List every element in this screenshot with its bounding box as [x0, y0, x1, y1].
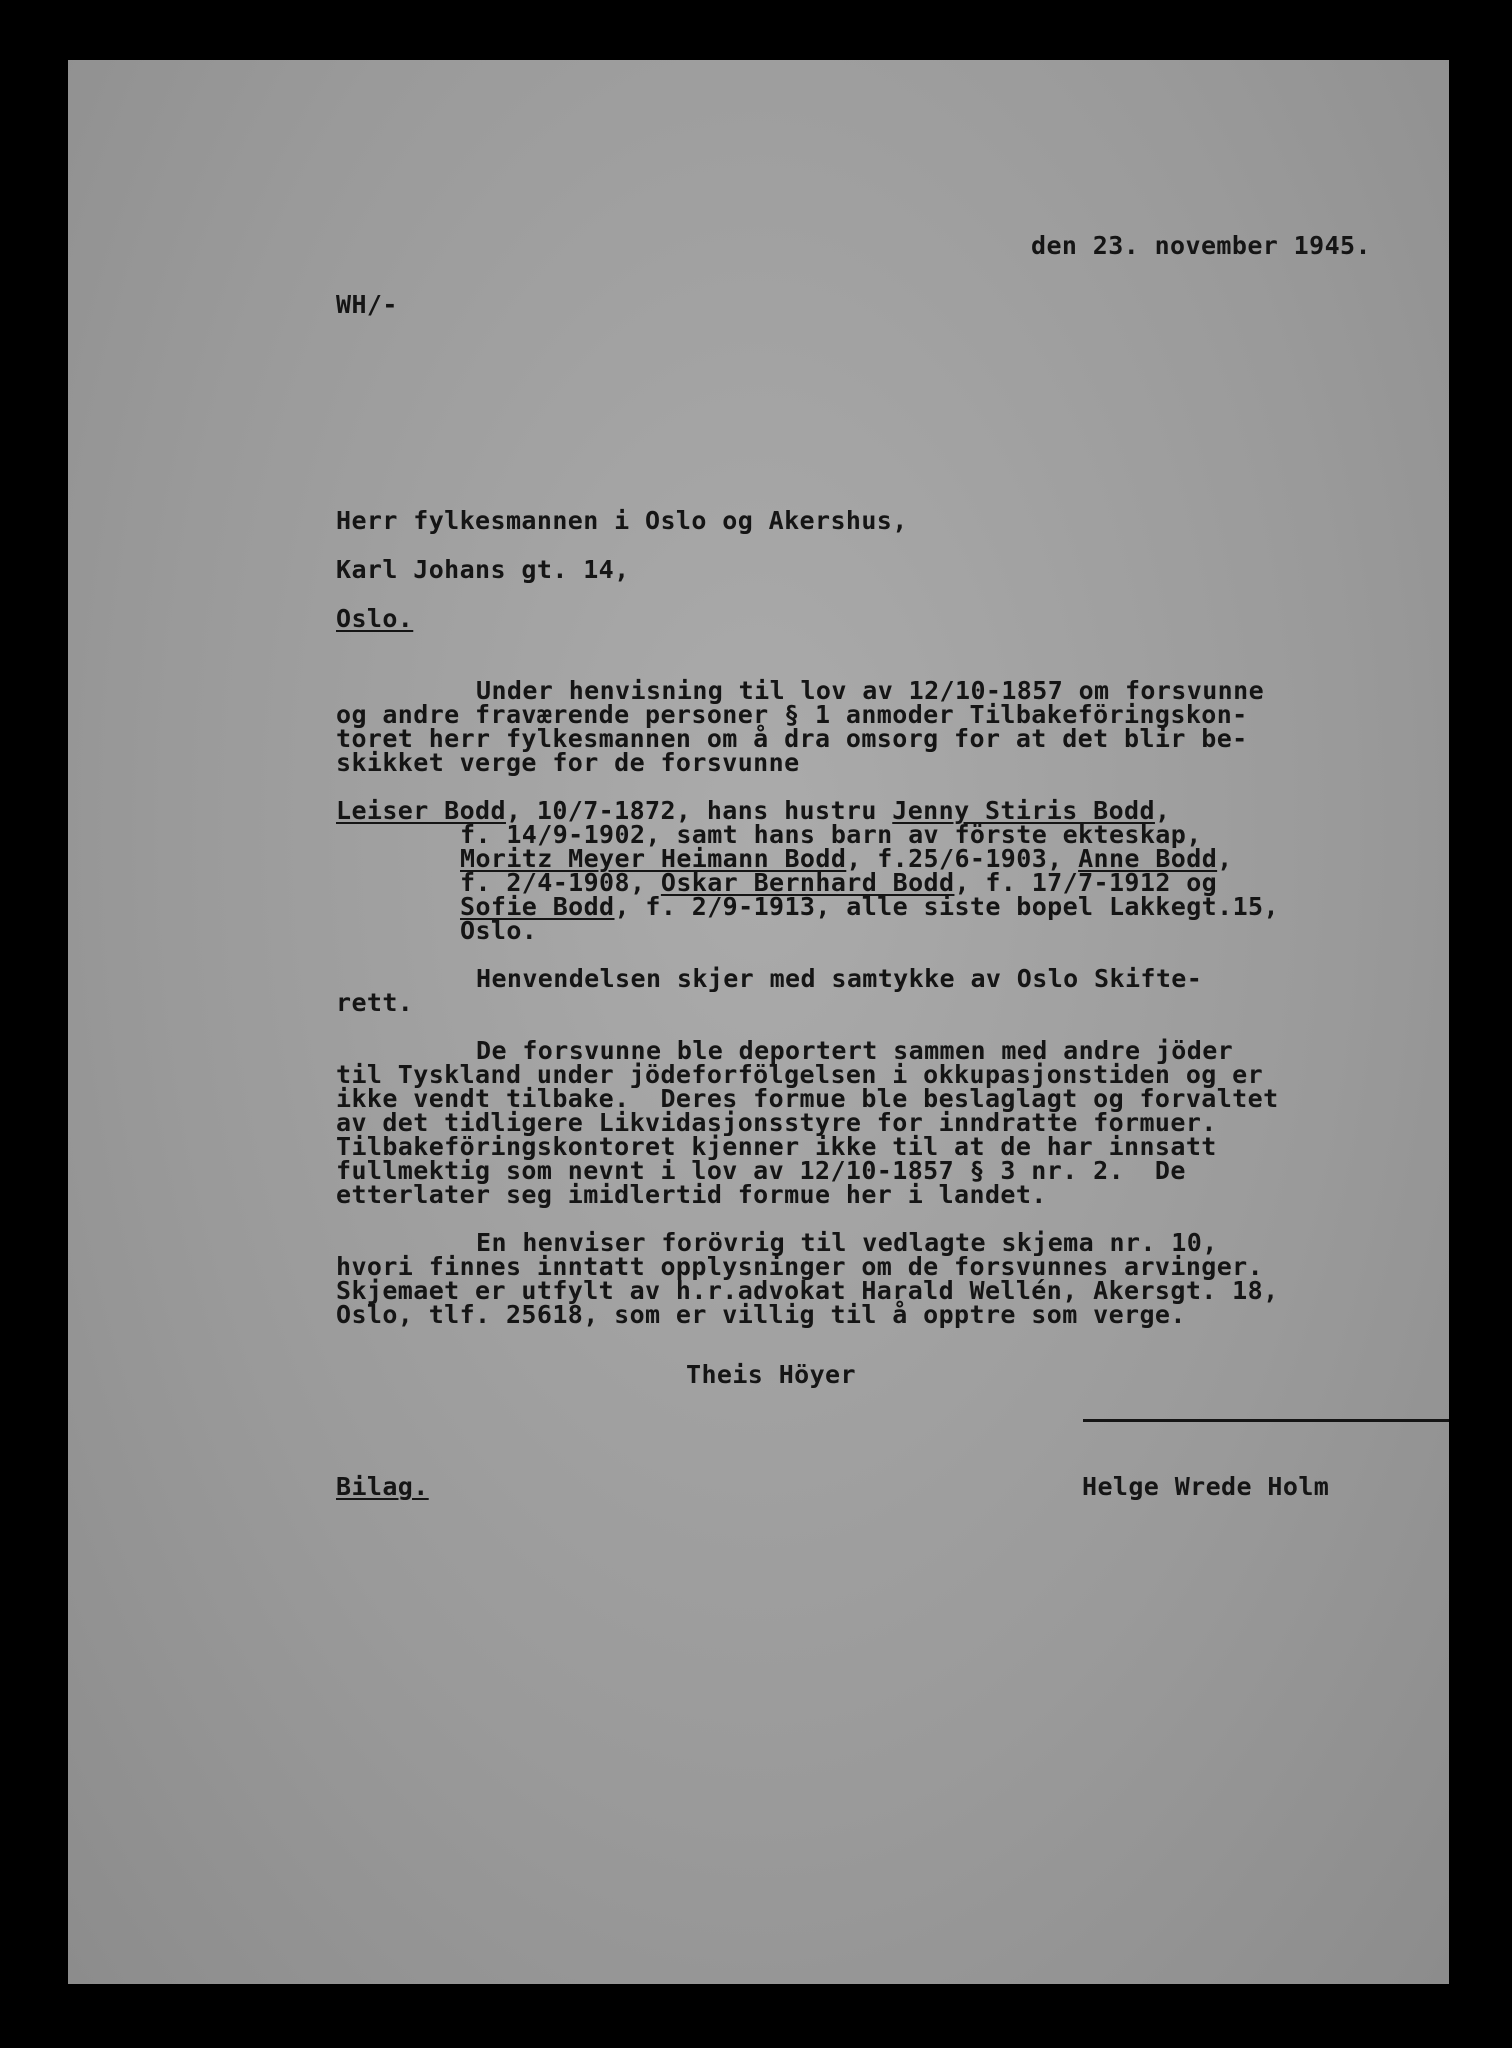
person-name: Anne Bodd [1078, 844, 1218, 873]
person-name: Moritz Meyer Heimann Bodd [460, 844, 847, 873]
p2-line-2: rett. [336, 988, 414, 1017]
p3-line-4: av det tidligere Likvidasjonsstyre for inndratte formuer. [336, 1108, 1217, 1137]
p1-line-1: Under henvisning til lov av 12/10-1857 om forsvunne [476, 676, 1265, 705]
p1-line-3: toret herr fylkesmannen om å dra omsorg for at det blir be- [336, 724, 1248, 753]
recipient-line-2: Karl Johans gt. 14, [336, 555, 630, 584]
signatory-2: Helge Wrede Holm [1082, 1472, 1330, 1501]
p1-line-4: skikket verge for de forsvunne [336, 748, 800, 777]
persons-line-5: Sofie Bodd, f. 2/9-1913, alle siste bopel Lakkegt.15, [460, 892, 1279, 921]
p4-line-1: En henviser forövrig til vedlagte skjema nr. 10, [476, 1228, 1218, 1257]
signatory-1: Theis Höyer [686, 1360, 856, 1389]
persons-line-4: f. 2/4-1908, Oskar Bernhard Bodd, f. 17/7-1912 og [460, 868, 1218, 897]
p2-line-1: Henvendelsen skjer med samtykke av Oslo Skifte- [476, 964, 1203, 993]
person-name: Sofie Bodd [460, 892, 615, 921]
person-name: Oskar Bernhard Bodd [660, 868, 955, 897]
persons-line-2: f. 14/9-1902, samt hans barn av förste ekteskap, [460, 820, 1202, 849]
enclosure-label: Bilag. [336, 1472, 429, 1501]
person-name: Jenny Stiris Bodd [892, 796, 1155, 825]
p1-line-2: og andre fraværende personer § 1 anmoder Tilbakeföringskon- [336, 700, 1248, 729]
persons-line-3: Moritz Meyer Heimann Bodd, f.25/6-1903, Anne Bodd, [460, 844, 1233, 873]
p4-line-2: hvori finnes inntatt opplysninger om de forsvunnes arvinger. [336, 1252, 1264, 1281]
p3-line-3: ikke vendt tilbake. Deres formue ble beslaglagt og forvaltet [336, 1084, 1279, 1113]
letter-date: den 23. november 1945. [1031, 231, 1371, 260]
p3-line-6: fullmektig som nevnt i lov av 12/10-1857 § 3 nr. 2. De [336, 1156, 1186, 1185]
signature-line [1083, 1419, 1449, 1422]
letter-page [68, 60, 1449, 1984]
reference-code: WH/- [336, 290, 398, 319]
persons-line-1: Leiser Bodd, 10/7-1872, hans hustru Jenny Stiris Bodd, [336, 796, 1171, 825]
p4-line-4: Oslo, tlf. 25618, som er villig til å opptre som verge. [336, 1300, 1186, 1329]
p3-line-1: De forsvunne ble deportert sammen med andre jöder [476, 1036, 1234, 1065]
p3-line-7: etterlater seg imidlertid formue her i landet. [336, 1180, 1047, 1209]
recipient-line-1: Herr fylkesmannen i Oslo og Akershus, [336, 506, 908, 535]
p3-line-5: Tilbakeföringskontoret kjenner ikke til at de har innsatt [336, 1132, 1217, 1161]
recipient-city: Oslo. [336, 604, 414, 633]
p4-line-3: Skjemaet er utfylt av h.r.advokat Harald Wellén, Akersgt. 18, [336, 1276, 1279, 1305]
person-name: Leiser Bodd [336, 796, 506, 825]
p3-line-2: til Tyskland under jödeforfölgelsen i okkupasjonstiden og er [336, 1060, 1264, 1089]
persons-line-6: Oslo. [460, 916, 538, 945]
